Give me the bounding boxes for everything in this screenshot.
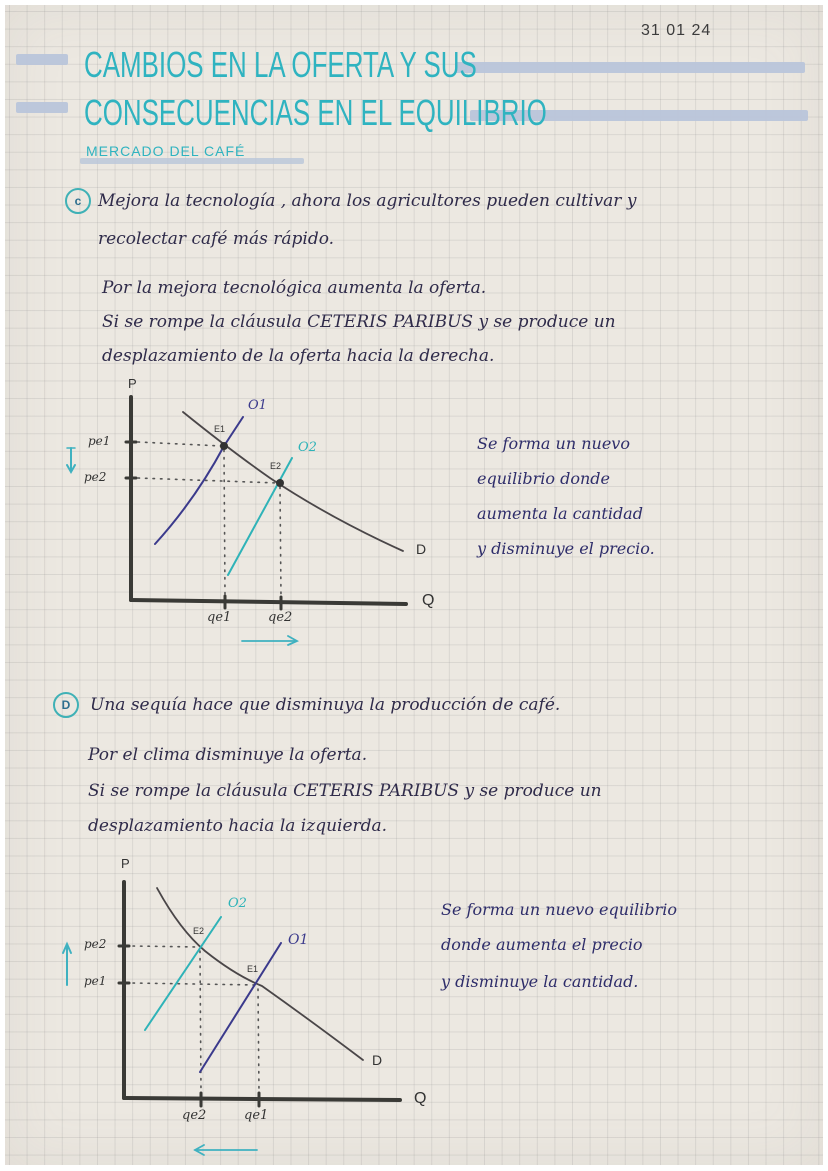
chart-d-pe1-label: pe1 [84,974,107,988]
chart-d-pe2-label: pe2 [84,937,107,951]
section-c-para-3: desplazamiento de la oferta hacia la derecha. [102,346,495,366]
chart-c-o2-label: O2 [298,440,317,455]
chart-c-q-label: Q [422,592,435,609]
section-d-note-2: donde aumenta el precio [441,935,643,954]
chart-d-supply-o2 [145,917,221,1030]
section-d-note-3: y disminuye la cantidad. [441,972,639,991]
section-c-para-1: Por la mejora tecnológica aumenta la oferta. [102,278,487,298]
chart-d-d-label: D [372,1052,383,1068]
section-c-note-4: y disminuye el precio. [477,539,655,558]
chart-d-demand-curve [157,888,363,1060]
chart-c-qe1-label: qe1 [207,610,232,625]
section-subtitle: MERCADO DEL CAFÉ [86,143,246,159]
chart-c-o1-label: O1 [248,398,267,413]
chart-d-e2-label: E2 [193,926,205,936]
section-c-marker-label: c [74,194,82,208]
section-c-para-2: Si se rompe la cláusula CETERIS PARIBUS y se produce un [102,312,616,332]
chart-d-o1-label: O1 [288,932,309,948]
chart-c-e1-label: E1 [214,424,226,434]
chart-d-q-label: Q [414,1090,427,1107]
section-c-note-2: equilibrio donde [477,469,610,488]
page-title-line-1: CAMBIOS EN LA OFERTA Y SUS [84,44,477,85]
section-d-marker-label: D [61,698,71,712]
chart-d-x-axis [124,1098,400,1100]
section-d-intro-1: Una sequía hace que disminuya la producción de café. [90,695,561,715]
chart-d-qe2-label: qe2 [182,1108,207,1123]
chart-d-qe1-label: qe1 [244,1108,269,1123]
section-d-para-1: Por el clima disminuye la oferta. [88,745,368,765]
section-c-intro-1: Mejora la tecnología , ahora los agricultores pueden cultivar y [98,191,637,211]
chart-d-o2-label: O2 [228,896,247,911]
chart-c-e2-label: E2 [270,461,282,471]
page-title-line-2: CONSECUENCIAS EN EL EQUILIBRIO [84,92,547,133]
chart-d-p-label: P [121,856,130,871]
chart-d-supply-o1 [200,943,281,1072]
date: 31 01 24 [641,22,712,39]
chart-c-pe1-label: pe1 [88,434,111,448]
section-c-note-1: Se forma un nuevo [477,434,630,453]
chart-c-pe2-label: pe2 [84,470,107,484]
section-c-intro-2: recolectar café más rápido. [98,229,335,249]
chart-c-p-label: P [128,376,137,391]
chart-d-e1-label: E1 [247,964,259,974]
chart-c-d-label: D [416,541,427,557]
section-c-note-3: aumenta la cantidad [477,504,643,523]
section-d-para-2: Si se rompe la cláusula CETERIS PARIBUS y se produce un [88,781,602,801]
chart-c-qe2-label: qe2 [268,610,293,625]
section-d-para-3: desplazamiento hacia la izquierda. [88,816,388,836]
section-d-note-1: Se forma un nuevo equilibrio [441,900,678,919]
